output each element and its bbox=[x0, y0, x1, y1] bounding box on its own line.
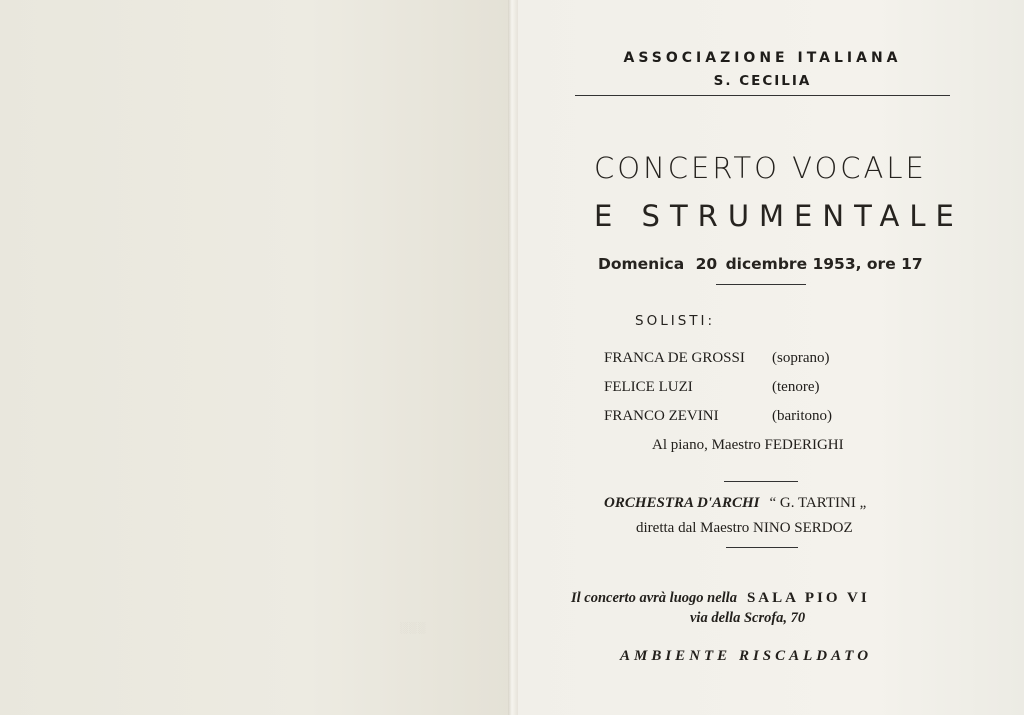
date-day: 20 bbox=[695, 255, 718, 273]
header-rule bbox=[575, 95, 950, 96]
orchestra-line bbox=[604, 494, 866, 512]
section-rule bbox=[726, 547, 798, 548]
piano-accompanist: Al piano, Maestro FEDERIGHI bbox=[652, 437, 844, 453]
orchestra-name: ORCHESTRA D'ARCHI bbox=[604, 495, 760, 511]
soloist-role: (tenore) bbox=[772, 379, 820, 395]
association-name: ASSOCIAZIONE ITALIANA bbox=[623, 50, 902, 66]
title-line-2: E STRUMENTALE bbox=[594, 199, 964, 233]
orchestra-quoted-name: “ G. TARTINI „ bbox=[769, 495, 867, 511]
soloist-role: (baritono) bbox=[772, 408, 832, 424]
soloist-name: FRANCA DE GROSSI bbox=[604, 350, 745, 366]
soloists-heading: SOLISTI: bbox=[635, 313, 716, 329]
date-rest: dicembre 1953, ore 17 bbox=[725, 255, 923, 273]
association-subtitle: S. CECILIA bbox=[713, 73, 812, 89]
soloist-name: FRANCO ZEVINI bbox=[604, 408, 719, 424]
venue-hall: SALA PIO VI bbox=[746, 590, 870, 606]
page-fold bbox=[508, 0, 518, 715]
section-rule bbox=[724, 481, 798, 482]
date-weekday: Domenica bbox=[598, 255, 685, 273]
title-line-1: CONCERTO VOCALE bbox=[594, 151, 927, 185]
right-program-page bbox=[518, 0, 1024, 715]
orchestra-conductor: diretta dal Maestro NINO SERDOZ bbox=[636, 520, 853, 536]
show-through-mark: ░░░ bbox=[400, 622, 427, 634]
soloist-role: (soprano) bbox=[772, 350, 830, 366]
soloist-name: FELICE LUZI bbox=[604, 379, 693, 395]
venue-intro: Il concerto avrà luogo nella bbox=[571, 590, 737, 606]
venue-address: via della Scrofa, 70 bbox=[690, 610, 806, 626]
venue-line bbox=[571, 589, 870, 607]
date-rule bbox=[716, 284, 806, 285]
concert-date bbox=[598, 255, 923, 273]
heating-notice: AMBIENTE RISCALDATO bbox=[620, 648, 873, 664]
